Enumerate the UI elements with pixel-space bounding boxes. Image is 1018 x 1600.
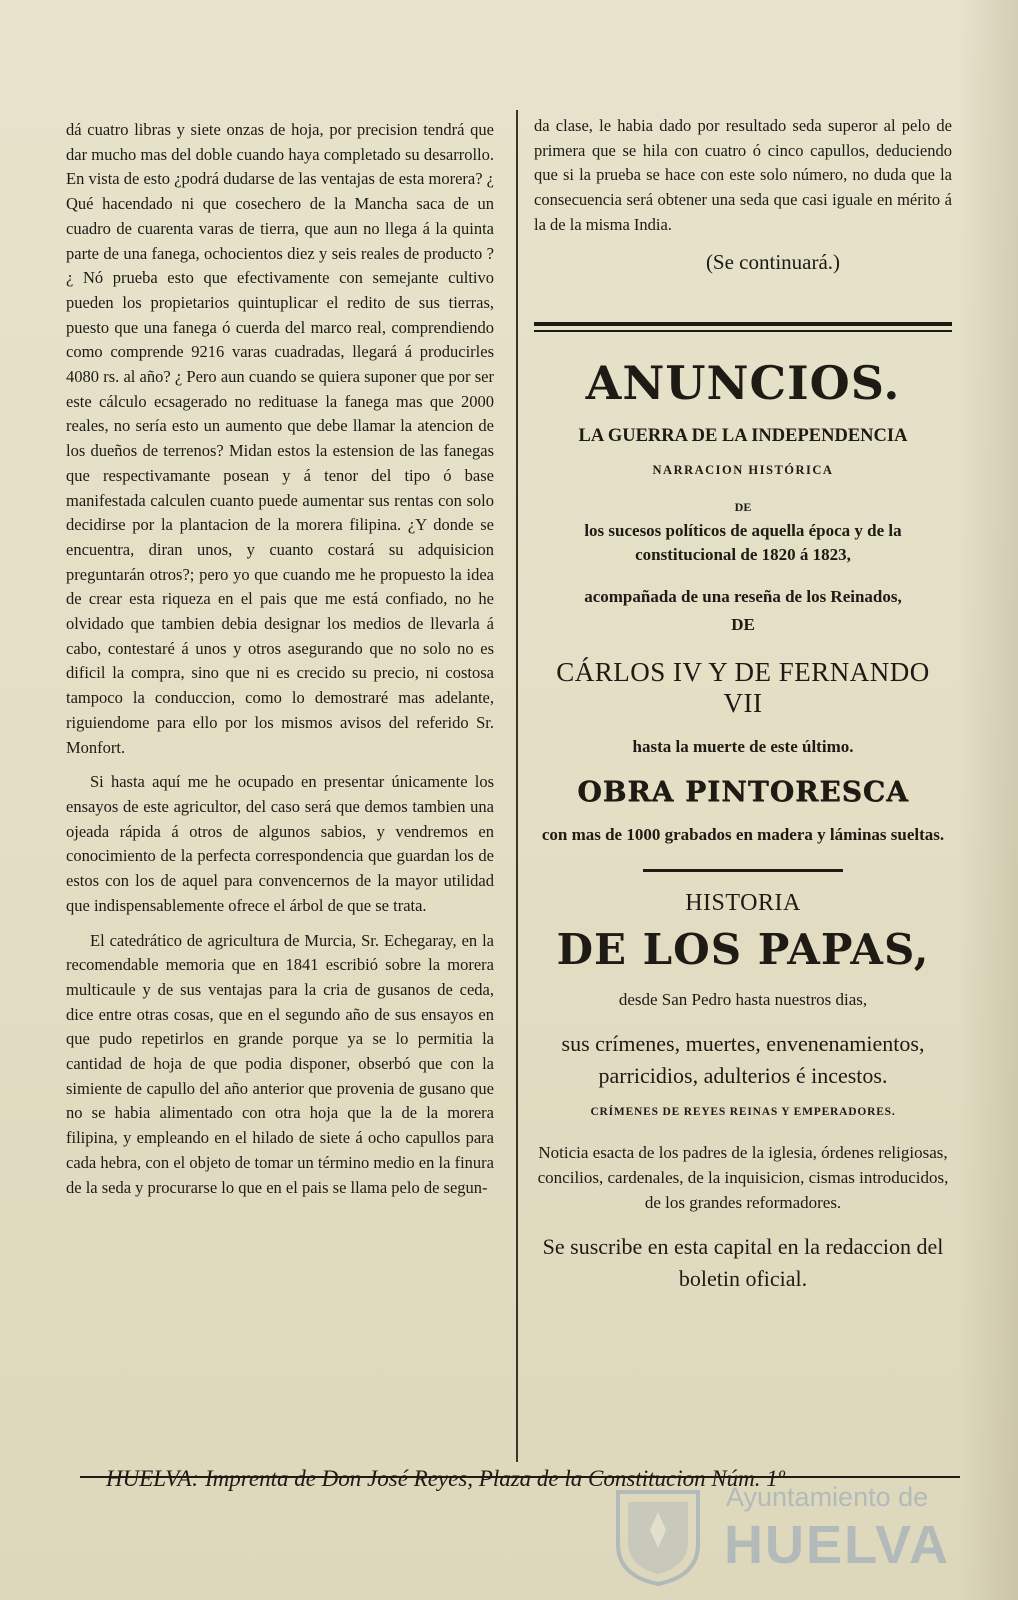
se-continuara: (Se continuará.) — [705, 249, 841, 274]
left-column — [66, 118, 494, 1210]
ad1-hasta: hasta la muerte de este último. — [632, 737, 854, 756]
ad1-subtitle: NARRACION HISTÓRICA — [652, 463, 834, 477]
ad2-suscribe: Se suscribe en esta capital en la redaccion del boletin oficial. — [542, 1234, 944, 1291]
ad1-de: DE — [734, 500, 752, 514]
left-paragraph-2: Si hasta aquí me he ocupado en presentar únicamente los ensayos de este agricultor, del caso será que demos tambien una ojeada rápida á otros de algunos sabios, y vendremos en conocimiento de la perfecta correspondencia que guardan los de estos con los de aquel para convencernos de la mayor utilidad que indispensablemente ofrece el árbol de que se trata. — [66, 772, 494, 915]
watermark-line1: Ayuntamiento de — [726, 1482, 929, 1512]
ad1-reyes: CÁRLOS IV Y DE FERNANDO VII — [556, 657, 930, 718]
right-column-continuation — [534, 114, 952, 275]
ad2-noticia: Noticia esacta de los padres de la iglesia, órdenes religiosas, concilios, cardenales, de la inquisicion, cismas introducidos, de los grandes reformadores. — [537, 1143, 949, 1212]
ad1-obra-pintoresca: OBRA PINTORESCA — [577, 775, 909, 808]
ad1-title: LA GUERRA DE LA INDEPENDENCIA — [578, 426, 908, 446]
ad2-de-los-papas: DE LOS PAPAS, — [556, 925, 930, 974]
huelva-shield-icon — [610, 1486, 706, 1586]
ad2-crimenes-reyes: CRÍMENES DE REYES REINAS Y EMPERADORES. — [590, 1106, 896, 1118]
ad1-de-2: DE — [731, 615, 755, 634]
ad1-acompanada: acompañada de una reseña de los Reinados, — [584, 587, 902, 606]
footer-imprint: HUELVA: Imprenta de Don José Reyes, Plaza de la Constitucion Núm. 1º — [106, 1466, 785, 1491]
ayuntamiento-watermark — [610, 1480, 990, 1590]
anuncios-section — [534, 350, 952, 1295]
column-divider — [516, 110, 518, 1462]
section-rule — [534, 322, 952, 332]
ad2-crimenes: sus crímenes, muertes, envenenamientos, parricidios, adulterios é incestos. — [561, 1031, 925, 1088]
ad1-grabados: con mas de 1000 grabados en madera y láminas sueltas. — [541, 825, 945, 844]
left-paragraph-1: dá cuatro libras y siete onzas de hoja, por precision tendrá que dar mucho mas del doble cuando haya completado su desarrollo. En vista de esto ¿podrá dudarse de las ventajas de esta morera? ¿ Qué hacendado ni que cosechero de la Mancha saca de un cuadro de cuarenta varas de tierra, que aun no llega á la quinta parte de una fanega, ochocientos diez y seis reales de producto ? ¿ Nó prueba esto que efectivamente con semejante cultivo pueden los propietarios quintuplicar el redito de sus tierras, puesto que una fanega ó cuerda del marco real, comprendiendo como comprende 9216 varas cuadradas, llegará á producirles 4080 rs. al año? ¿ Pero aun cuando se quiera suponer que por ser este cálculo ecsagerado no redituase la fanega mas que 2000 reales, no sería esto un aumento que debe llamar la atencion de los dueños de terrenos? Midan estos la estension de las fanegas que respectivamante posean y á tenor del tipo ó base manifestada calculen cuanto puede aumentar sus rentas con solo decidirse por la plantacion de la morera filipina. ¿Y donde se encuentra, diran unos, y cuanto costará su adquisicion preguntarán otros?; pero yo que cuando me he propuesto la idea de crear esta riqueza en el pais que me está confiado, no he olvidado que tambien debia designar los medios de llevarla á cabo, contestaré á unos y otros asegurando que no solo no es dificil la compra, sino que ni es crecido su precio, ni costosa tampoco la conduccion, como lo demostraré mas adelante, riguiendome para ello por los mismos avisos del referido Sr. Monfort. — [66, 120, 494, 757]
ad1-sucesos: los sucesos políticos de aquella época y de la constitucional de 1820 á 1823, — [584, 521, 902, 564]
ad2-historia: HISTORIA — [685, 890, 801, 916]
anuncios-heading: ANUNCIOS. — [585, 356, 901, 410]
left-paragraph-3: El catedrático de agricultura de Murcia, Sr. Echegaray, en la recomendable memoria que en 1841 escribió sobre la morera multicaule y de sus ventajas para la cria de gusanos de ceda, dice entre otras cosas, que en el segundo año de sus ensayos en que pudo repetirlos en grande porque ya se lo permitia la cantidad de hoja de que podia disponer, obserbó que con la simiente de capullo del año anterior que provenia de gusano que no se habia alimentado con otra hoja que la de la morera filipina, y empleando en el hilado de siete á ocho capullos para cada hebra, con el objeto de tomar un término medio en la finura de la seda y procurarse lo que en el pais se llama pelo de segun- — [66, 930, 494, 1197]
ad2-desde: desde San Pedro hasta nuestros dias, — [618, 990, 868, 1009]
ad-separator-rule — [643, 869, 843, 872]
page-edge-shadow — [958, 0, 1018, 1600]
continuation-paragraph: da clase, le habia dado por resultado seda superor al pelo de primera que se hila con cuatro ó cinco capullos, deduciendo que si la prueba se hace con este solo número, no duda que la consecuencia será obtener una seda que casi iguale en mérito á la de la misma India. — [534, 116, 952, 234]
watermark-line2: HUELVA — [724, 1515, 950, 1575]
